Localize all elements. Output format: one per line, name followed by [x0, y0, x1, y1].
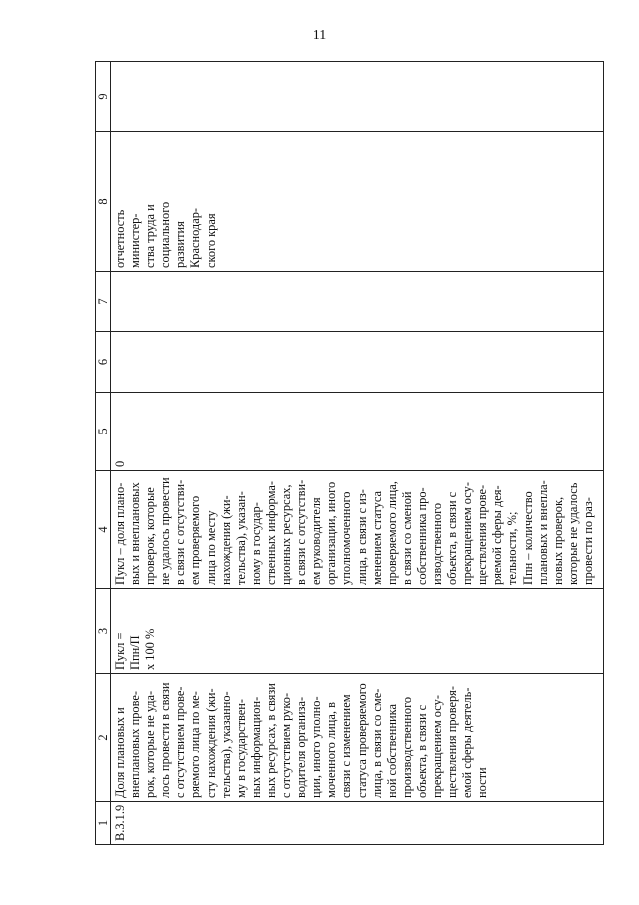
header-cell: 9 [96, 62, 111, 132]
cell-col6 [111, 332, 604, 393]
cell-col7 [111, 272, 604, 332]
indicator-formula: Пукл = Ппн/П х 100 % [111, 589, 604, 674]
data-source: отчетность министер- ства труда и социального развития Краснодар- ского края [111, 132, 604, 272]
indicator-name: Доля плановых и внеплановых прове- рок, которые не уда- лось провести в связи с отсутствием прове- ряемого лица по ме- сту нахождения (жи- тельства), указанно- му в государствен- ных информацион- ных ресурсах, в связи с отсутствием руко- водителя организа- ции, иного уполно- моченного лица, в связи с изменением статуса проверяемого лица, в связи со сме- ной собственника производственного объекта, в связи с прекращением осу- ществления проверя- емой сферы деятель- ности [111, 674, 604, 802]
page-number: 11 [312, 28, 327, 43]
indicator-code: В.3.1.9 [111, 802, 604, 845]
indicator-definition: Пукл – доля плано- вых и внеплановых проверок, которые не удалось провести в связи с отсутстви- ем проверяемого лица по месту нахождения (жи- тельства), указан- ному в государ- ственных информа- ционных ресурсах, в связи с отсутстви- ем руководителя организации, иного уполномоченного лица, в связи с из- менением статуса проверяемого лица, в связи со сменой собственника про- изводственного объекта, в связи с прекращением осу- ществления прове- ряемой сферы дея- тельности, %; Ппн – количество плановых и внепла- новых проверок, которые не удалось провести по раз- [111, 471, 604, 589]
header-cell: 1 [96, 802, 111, 845]
cell-col9 [111, 62, 604, 132]
header-cell: 7 [96, 272, 111, 332]
header-cell: 3 [96, 589, 111, 674]
table-row [111, 62, 604, 845]
indicator-table [95, 61, 604, 845]
header-cell: 6 [96, 332, 111, 393]
indicator-table-container [95, 62, 604, 845]
header-cell: 2 [96, 674, 111, 802]
header-cell: 8 [96, 132, 111, 272]
header-cell: 4 [96, 471, 111, 589]
header-cell: 5 [96, 393, 111, 471]
header-row [96, 62, 111, 845]
cell-col5: 0 [111, 393, 604, 471]
